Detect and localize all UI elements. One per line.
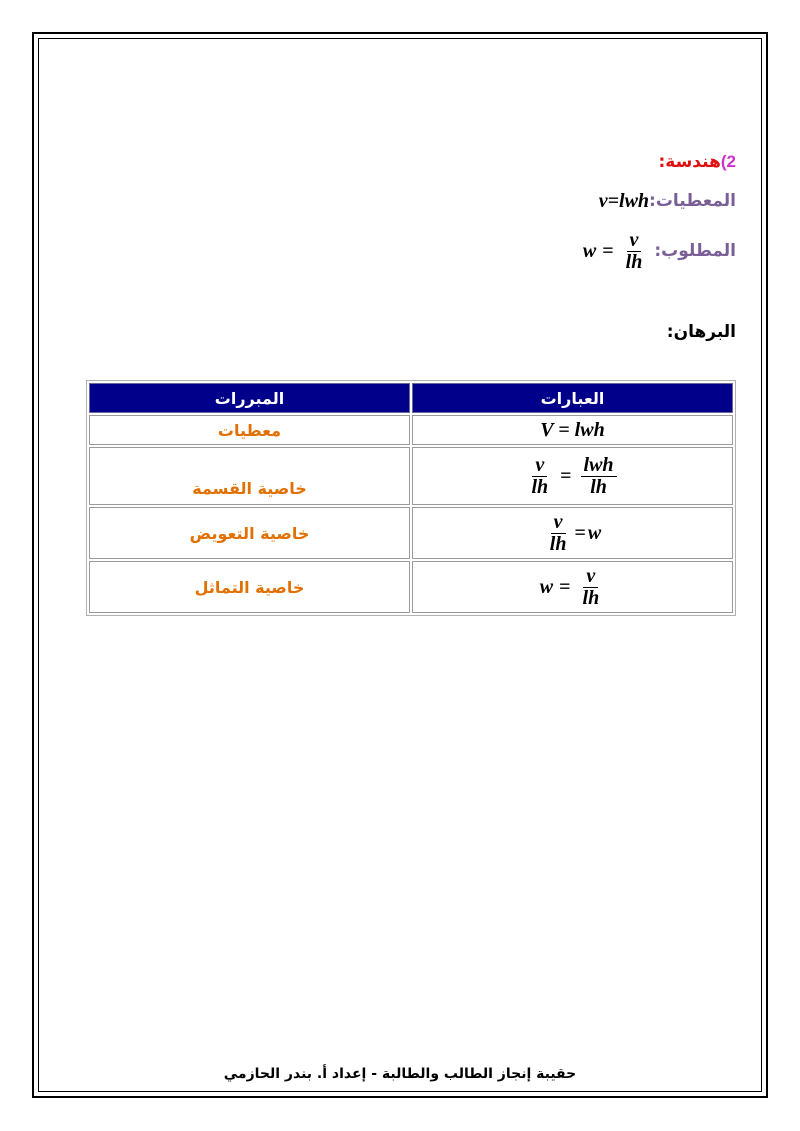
- table-header-row: [89, 383, 733, 413]
- section-heading: [86, 150, 736, 174]
- header-reasons: المبررات: [89, 383, 410, 413]
- section-number: 2): [720, 152, 736, 171]
- numerator: v: [551, 512, 566, 534]
- equals-sign: =: [574, 521, 586, 544]
- page-footer: حقيبة إنجاز الطالب والطالبة - إعداد أ. بندر الحازمي: [223, 1066, 577, 1082]
- document-content: [86, 150, 736, 344]
- required-equals: =: [602, 239, 614, 262]
- proof-label: [86, 320, 736, 344]
- table-row: [89, 415, 733, 445]
- statement-formula: [544, 512, 601, 555]
- section-title: هندسة:: [658, 152, 721, 172]
- rhs: w: [587, 521, 602, 544]
- statement-cell: [412, 507, 733, 559]
- denominator: lh: [590, 475, 607, 498]
- required-formula: [583, 230, 648, 273]
- required-lhs: w: [582, 239, 597, 262]
- reason-cell: خاصية التعويض: [89, 507, 410, 559]
- fraction: [528, 455, 551, 498]
- denominator: lh: [582, 586, 600, 609]
- required-numerator: v: [627, 230, 642, 252]
- lhs: w: [539, 575, 554, 598]
- equals-sign: =: [559, 575, 571, 598]
- reason-cell: معطيات: [89, 415, 410, 445]
- statement-cell: [412, 415, 733, 445]
- required-label: المطلوب:: [654, 241, 736, 261]
- table-row: [89, 507, 733, 559]
- fraction: [547, 512, 570, 555]
- given-line: [86, 188, 736, 214]
- fraction: [580, 566, 603, 609]
- statement-formula: [540, 566, 605, 609]
- required-denominator: lh: [625, 250, 643, 273]
- reason-text: خاصية القسمة: [192, 479, 307, 498]
- table-row: [89, 447, 733, 505]
- fraction: [581, 455, 617, 498]
- statement-formula: [525, 455, 619, 498]
- statement-cell: [412, 447, 733, 505]
- numerator: lwh: [581, 455, 617, 477]
- proof-table: [86, 380, 736, 616]
- required-line: [86, 226, 736, 276]
- denominator: lh: [531, 475, 549, 498]
- statement-formula: V = lwh: [540, 418, 605, 441]
- numerator: v: [532, 455, 547, 477]
- required-fraction: [623, 230, 646, 273]
- reason-cell: [89, 447, 410, 505]
- numerator: v: [583, 566, 598, 588]
- given-formula: v=lwh: [598, 189, 650, 212]
- table-row: [89, 561, 733, 613]
- header-statements: العبارات: [412, 383, 733, 413]
- given-label: المعطيات:: [649, 191, 736, 211]
- denominator: lh: [549, 532, 567, 555]
- statement-cell: [412, 561, 733, 613]
- equals-sign: =: [560, 464, 572, 487]
- reason-cell: خاصية التماثل: [89, 561, 410, 613]
- proof-label-text: البرهان:: [666, 322, 736, 342]
